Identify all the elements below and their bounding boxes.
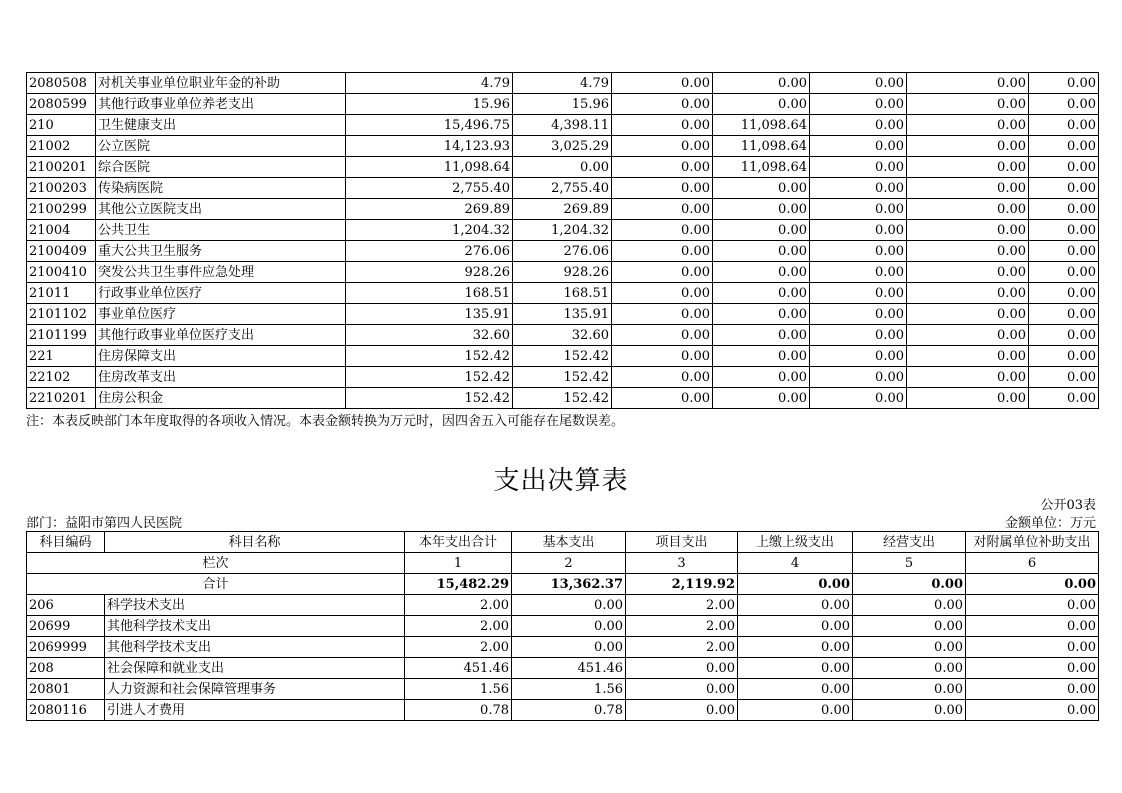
column-index: 6: [966, 553, 1099, 574]
subject-code-cell: 2100299: [27, 199, 96, 220]
amount-cell: 2.00: [405, 595, 512, 616]
table-row: [27, 325, 1099, 346]
amount-cell: 276.06: [513, 241, 612, 262]
amount-cell: 0.00: [966, 616, 1099, 637]
table-row: [27, 700, 1099, 721]
amount-cell: 0.00: [738, 658, 853, 679]
amount-cell: 3,025.29: [513, 136, 612, 157]
amount-cell: 0.00: [810, 220, 907, 241]
amount-cell: 11,098.64: [713, 115, 810, 136]
amount-cell: 0.00: [907, 94, 1029, 115]
table-row: [27, 679, 1099, 700]
subject-code-cell: 21011: [27, 283, 96, 304]
amount-cell: 0.00: [907, 157, 1029, 178]
subject-name-cell: 其他公立医院支出: [96, 199, 346, 220]
column-index: 1: [405, 553, 512, 574]
total-row: [27, 574, 1099, 595]
amount-cell: 0.00: [853, 616, 966, 637]
table-row: [27, 367, 1099, 388]
subject-code-cell: 2100203: [27, 178, 96, 199]
amount-cell: 0.00: [966, 679, 1099, 700]
amount-cell: 0.00: [853, 700, 966, 721]
amount-cell: 0.00: [513, 157, 612, 178]
amount-cell: 451.46: [512, 658, 626, 679]
header-cell: 科目编码: [27, 532, 105, 553]
column-index: 5: [853, 553, 966, 574]
amount-cell: 2,755.40: [513, 178, 612, 199]
amount-cell: 4.79: [513, 73, 612, 94]
table-row: [27, 262, 1099, 283]
subject-name-cell: 其他科学技术支出: [105, 637, 405, 658]
amount-cell: 0.00: [738, 616, 853, 637]
subject-code-cell: 20801: [27, 679, 105, 700]
table-row: [27, 637, 1099, 658]
subject-name-cell: 公共卫生: [96, 220, 346, 241]
total-cell: 13,362.37: [512, 574, 626, 595]
subject-name-cell: 对机关事业单位职业年金的补助: [96, 73, 346, 94]
subject-name-cell: 卫生健康支出: [96, 115, 346, 136]
table-row: [27, 220, 1099, 241]
subject-name-cell: 行政事业单位医疗: [96, 283, 346, 304]
amount-cell: 0.78: [512, 700, 626, 721]
amount-cell: 0.00: [853, 637, 966, 658]
total-cell: 0.00: [738, 574, 853, 595]
amount-cell: 0.00: [713, 241, 810, 262]
subject-name-cell: 突发公共卫生事件应急处理: [96, 262, 346, 283]
amount-cell: 0.00: [907, 304, 1029, 325]
subject-code-cell: 221: [27, 346, 96, 367]
amount-cell: 0.00: [738, 637, 853, 658]
amount-cell: 0.00: [1029, 304, 1099, 325]
amount-cell: 0.00: [907, 325, 1029, 346]
subject-name-cell: 重大公共卫生服务: [96, 241, 346, 262]
amount-cell: 0.00: [512, 595, 626, 616]
total-cell: 0.00: [966, 574, 1099, 595]
header-cell: 项目支出: [626, 532, 738, 553]
amount-cell: 0.00: [713, 199, 810, 220]
expenditure-table: [26, 531, 1099, 721]
amount-cell: 0.00: [1029, 115, 1099, 136]
amount-cell: 168.51: [346, 283, 513, 304]
header-cell: 对附属单位补助支出: [966, 532, 1099, 553]
table-row: [27, 388, 1099, 409]
amount-cell: 0.00: [810, 178, 907, 199]
amount-cell: 0.00: [612, 346, 713, 367]
subject-code-cell: 21004: [27, 220, 96, 241]
subject-code-cell: 210: [27, 115, 96, 136]
amount-cell: 0.00: [907, 115, 1029, 136]
amount-cell: 14,123.93: [346, 136, 513, 157]
amount-cell: 0.00: [907, 178, 1029, 199]
amount-cell: 0.00: [612, 262, 713, 283]
amount-cell: 0.00: [713, 346, 810, 367]
amount-cell: 0.00: [612, 94, 713, 115]
amount-cell: 152.42: [513, 346, 612, 367]
amount-cell: 0.00: [612, 115, 713, 136]
amount-unit-label: 金额单位：万元: [1004, 516, 1096, 531]
column-index: 4: [738, 553, 853, 574]
amount-cell: 0.00: [612, 178, 713, 199]
amount-cell: 0.00: [810, 157, 907, 178]
amount-cell: 0.00: [966, 700, 1099, 721]
department-label: 部门：益阳市第四人民医院: [26, 516, 183, 531]
amount-cell: 0.00: [907, 262, 1029, 283]
amount-cell: 2.00: [626, 616, 738, 637]
amount-cell: 0.00: [810, 241, 907, 262]
subject-name-cell: 其他行政事业单位养老支出: [96, 94, 346, 115]
table-row: [27, 283, 1099, 304]
column-index-label: 栏次: [27, 553, 405, 574]
expenditure-table-body: [27, 595, 1099, 721]
amount-cell: 0.00: [810, 115, 907, 136]
amount-cell: 32.60: [346, 325, 513, 346]
amount-cell: 0.00: [853, 679, 966, 700]
header-cell: 科目名称: [105, 532, 405, 553]
subject-code-cell: 2080508: [27, 73, 96, 94]
amount-cell: 0.78: [405, 700, 512, 721]
amount-cell: 0.00: [713, 73, 810, 94]
amount-cell: 15.96: [513, 94, 612, 115]
amount-cell: 0.00: [1029, 367, 1099, 388]
table-row: [27, 658, 1099, 679]
amount-cell: 269.89: [346, 199, 513, 220]
table-row: [27, 616, 1099, 637]
amount-cell: 0.00: [907, 283, 1029, 304]
amount-cell: 2,755.40: [346, 178, 513, 199]
amount-cell: 0.00: [713, 388, 810, 409]
subject-code-cell: 20699: [27, 616, 105, 637]
table-row: [27, 73, 1099, 94]
amount-cell: 0.00: [713, 325, 810, 346]
subject-code-cell: 2080116: [27, 700, 105, 721]
amount-cell: 0.00: [853, 595, 966, 616]
amount-cell: 2.00: [405, 637, 512, 658]
total-cell: 15,482.29: [405, 574, 512, 595]
amount-cell: 0.00: [810, 199, 907, 220]
amount-cell: 135.91: [346, 304, 513, 325]
amount-cell: 0.00: [810, 73, 907, 94]
amount-cell: 0.00: [810, 94, 907, 115]
column-index-row: [27, 553, 1099, 574]
amount-cell: 152.42: [346, 388, 513, 409]
form-code: 公开03表: [1040, 498, 1096, 513]
subject-code-cell: 2100409: [27, 241, 96, 262]
amount-cell: 0.00: [612, 241, 713, 262]
amount-cell: 168.51: [513, 283, 612, 304]
amount-cell: 0.00: [738, 700, 853, 721]
table-row: [27, 94, 1099, 115]
table-row: [27, 595, 1099, 616]
subject-code-cell: 22102: [27, 367, 96, 388]
page-title: 支出决算表: [493, 466, 629, 496]
amount-cell: 135.91: [513, 304, 612, 325]
header-cell: 经营支出: [853, 532, 966, 553]
amount-cell: 0.00: [810, 262, 907, 283]
amount-cell: 0.00: [626, 700, 738, 721]
amount-cell: 0.00: [810, 136, 907, 157]
amount-cell: 0.00: [810, 304, 907, 325]
subject-code-cell: 2100201: [27, 157, 96, 178]
amount-cell: 0.00: [512, 637, 626, 658]
total-cell: 2,119.92: [626, 574, 738, 595]
amount-cell: 11,098.64: [713, 157, 810, 178]
subject-code-cell: 208: [27, 658, 105, 679]
amount-cell: 0.00: [907, 241, 1029, 262]
amount-cell: 11,098.64: [713, 136, 810, 157]
amount-cell: 0.00: [612, 199, 713, 220]
amount-cell: 0.00: [738, 595, 853, 616]
amount-cell: 0.00: [626, 679, 738, 700]
subject-name-cell: 公立医院: [96, 136, 346, 157]
amount-cell: 0.00: [1029, 220, 1099, 241]
amount-cell: 0.00: [612, 304, 713, 325]
table-row: [27, 346, 1099, 367]
subject-name-cell: 住房改革支出: [96, 367, 346, 388]
amount-cell: 0.00: [738, 679, 853, 700]
amount-cell: 0.00: [612, 325, 713, 346]
amount-cell: 0.00: [810, 346, 907, 367]
amount-cell: 15,496.75: [346, 115, 513, 136]
column-index: 2: [512, 553, 626, 574]
amount-cell: 0.00: [853, 658, 966, 679]
table-row: [27, 241, 1099, 262]
amount-cell: 0.00: [1029, 262, 1099, 283]
subject-name-cell: 事业单位医疗: [96, 304, 346, 325]
amount-cell: 4.79: [346, 73, 513, 94]
column-index: 3: [626, 553, 738, 574]
amount-cell: 152.42: [513, 367, 612, 388]
amount-cell: 0.00: [1029, 325, 1099, 346]
subject-name-cell: 其他行政事业单位医疗支出: [96, 325, 346, 346]
header-row: [27, 532, 1099, 553]
subject-code-cell: 2080599: [27, 94, 96, 115]
amount-cell: 269.89: [513, 199, 612, 220]
subject-code-cell: 2101102: [27, 304, 96, 325]
amount-cell: 11,098.64: [346, 157, 513, 178]
amount-cell: 0.00: [612, 73, 713, 94]
amount-cell: 0.00: [1029, 94, 1099, 115]
amount-cell: 0.00: [810, 367, 907, 388]
amount-cell: 0.00: [713, 304, 810, 325]
header-cell: 本年支出合计: [405, 532, 512, 553]
amount-cell: 0.00: [907, 73, 1029, 94]
amount-cell: 0.00: [713, 283, 810, 304]
subject-code-cell: 206: [27, 595, 105, 616]
subject-name-cell: 其他科学技术支出: [105, 616, 405, 637]
header-cell: 上缴上级支出: [738, 532, 853, 553]
amount-cell: 451.46: [405, 658, 512, 679]
amount-cell: 0.00: [966, 595, 1099, 616]
amount-cell: 0.00: [1029, 388, 1099, 409]
amount-cell: 0.00: [907, 220, 1029, 241]
amount-cell: 15.96: [346, 94, 513, 115]
amount-cell: 0.00: [810, 325, 907, 346]
amount-cell: 152.42: [513, 388, 612, 409]
amount-cell: 0.00: [1029, 241, 1099, 262]
amount-cell: 152.42: [346, 367, 513, 388]
amount-cell: 0.00: [612, 388, 713, 409]
amount-cell: 2.00: [626, 637, 738, 658]
amount-cell: 0.00: [907, 388, 1029, 409]
amount-cell: 1,204.32: [513, 220, 612, 241]
amount-cell: 0.00: [907, 367, 1029, 388]
amount-cell: 0.00: [907, 136, 1029, 157]
amount-cell: 0.00: [612, 283, 713, 304]
amount-cell: 0.00: [1029, 283, 1099, 304]
amount-cell: 0.00: [612, 157, 713, 178]
amount-cell: 0.00: [713, 94, 810, 115]
amount-cell: 2.00: [405, 616, 512, 637]
amount-cell: 0.00: [626, 658, 738, 679]
table-row: [27, 157, 1099, 178]
income-table-continued: [26, 72, 1099, 409]
subject-name-cell: 传染病医院: [96, 178, 346, 199]
amount-cell: 4,398.11: [513, 115, 612, 136]
table-note: 注：本表反映部门本年度取得的各项收入情况。本表金额转换为万元时，因四舍五入可能存在尾数误差。: [26, 414, 625, 429]
amount-cell: 0.00: [810, 283, 907, 304]
amount-cell: 1,204.32: [346, 220, 513, 241]
amount-cell: 0.00: [907, 346, 1029, 367]
amount-cell: 0.00: [810, 388, 907, 409]
amount-cell: 0.00: [612, 136, 713, 157]
subject-code-cell: 2210201: [27, 388, 96, 409]
amount-cell: 0.00: [1029, 73, 1099, 94]
amount-cell: 0.00: [1029, 178, 1099, 199]
subject-code-cell: 21002: [27, 136, 96, 157]
total-cell: 0.00: [853, 574, 966, 595]
table-row: [27, 304, 1099, 325]
subject-name-cell: 科学技术支出: [105, 595, 405, 616]
amount-cell: 928.26: [513, 262, 612, 283]
amount-cell: 0.00: [713, 262, 810, 283]
subject-code-cell: 2101199: [27, 325, 96, 346]
table-row: [27, 199, 1099, 220]
subject-name-cell: 住房保障支出: [96, 346, 346, 367]
subject-name-cell: 住房公积金: [96, 388, 346, 409]
subject-name-cell: 综合医院: [96, 157, 346, 178]
amount-cell: 0.00: [1029, 136, 1099, 157]
amount-cell: 0.00: [966, 658, 1099, 679]
table-row: [27, 178, 1099, 199]
subject-name-cell: 社会保障和就业支出: [105, 658, 405, 679]
amount-cell: 0.00: [1029, 199, 1099, 220]
amount-cell: 928.26: [346, 262, 513, 283]
subject-name-cell: 引进人才费用: [105, 700, 405, 721]
subject-name-cell: 人力资源和社会保障管理事务: [105, 679, 405, 700]
amount-cell: 2.00: [626, 595, 738, 616]
amount-cell: 0.00: [1029, 157, 1099, 178]
header-cell: 基本支出: [512, 532, 626, 553]
total-label: 合计: [27, 574, 405, 595]
subject-code-cell: 2100410: [27, 262, 96, 283]
table-row: [27, 136, 1099, 157]
amount-cell: 0.00: [612, 220, 713, 241]
amount-cell: 0.00: [966, 637, 1099, 658]
amount-cell: 1.56: [512, 679, 626, 700]
amount-cell: 0.00: [512, 616, 626, 637]
amount-cell: 0.00: [713, 367, 810, 388]
amount-cell: 152.42: [346, 346, 513, 367]
subject-code-cell: 2069999: [27, 637, 105, 658]
amount-cell: 0.00: [612, 367, 713, 388]
amount-cell: 1.56: [405, 679, 512, 700]
amount-cell: 276.06: [346, 241, 513, 262]
amount-cell: 0.00: [713, 220, 810, 241]
amount-cell: 32.60: [513, 325, 612, 346]
amount-cell: 0.00: [907, 199, 1029, 220]
amount-cell: 0.00: [1029, 346, 1099, 367]
income-table-body: [27, 73, 1099, 409]
table-row: [27, 115, 1099, 136]
amount-cell: 0.00: [713, 178, 810, 199]
